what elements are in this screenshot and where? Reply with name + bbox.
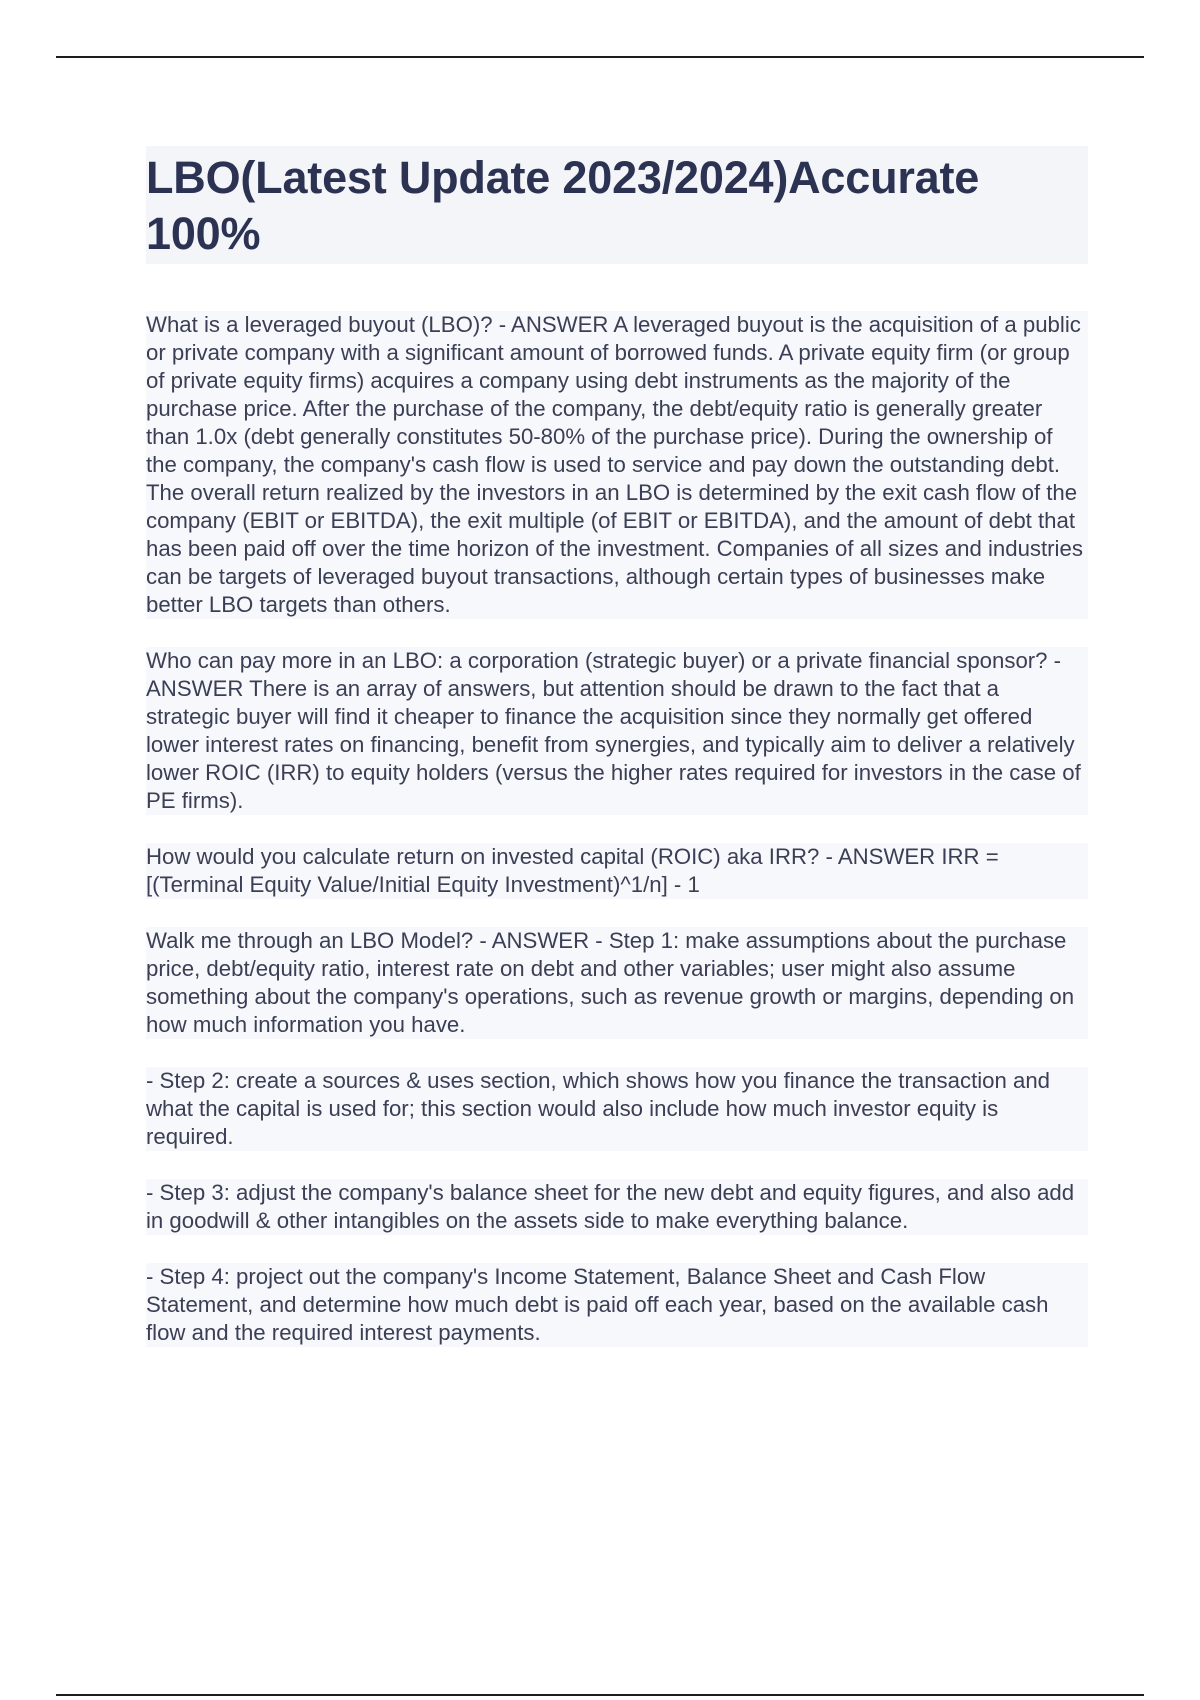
paragraph-model-step-4: - Step 4: project out the company's Income Statement, Balance Sheet and Cash Flow Statement, and determine how much debt is paid off each year, based on the available cash flow and the required interest payments. — [146, 1263, 1088, 1347]
paragraph-model-step-2: - Step 2: create a sources & uses section, which shows how you finance the transaction and what the capital is used for; this section would also include how much investor equity is required. — [146, 1067, 1088, 1151]
document-title: LBO(Latest Update 2023/2024)Accurate 100% — [146, 152, 980, 259]
paragraph-model-step-1: Walk me through an LBO Model? - ANSWER - Step 1: make assumptions about the purchase price, debt/equity ratio, interest rate on debt and other variables; user might also assume something about the company's operations, such as revenue growth or margins, depending on how much information you have. — [146, 927, 1088, 1039]
top-rule — [56, 56, 1144, 58]
paragraph-lbo-definition: What is a leveraged buyout (LBO)? - ANSWER A leveraged buyout is the acquisition of a public or private company with a significant amount of borrowed funds. A private equity firm (or group of private equity firms) acquires a company using debt instruments as the majority of the purchase price. After the purchase of the company, the debt/equity ratio is generally greater than 1.0x (debt generally constitutes 50-80% of the purchase price). During the ownership of the company, the company's cash flow is used to service and pay down the outstanding debt. The overall return realized by the investors in an LBO is determined by the exit cash flow of the company (EBIT or EBITDA), the exit multiple (of EBIT or EBITDA), and the amount of debt that has been paid off over the time horizon of the investment. Companies of all sizes and industries can be targets of leveraged buyout transactions, although certain types of businesses make better LBO targets than others. — [146, 311, 1088, 619]
paragraph-strategic-vs-sponsor: Who can pay more in an LBO: a corporation (strategic buyer) or a private financial sponsor? - ANSWER There is an array of answers, but attention should be drawn to the fact that a strategic buyer will find it cheaper to finance the acquisition since they normally get offered lower interest rates on financing, benefit from synergies, and typically aim to deliver a relatively lower ROIC (IRR) to equity holders (versus the higher rates required for investors in the case of PE firms). — [146, 647, 1088, 815]
paragraph-roic-irr: How would you calculate return on invested capital (ROIC) aka IRR? - ANSWER IRR = [(Terminal Equity Value/Initial Equity Investment)^1/n] - 1 — [146, 843, 1088, 899]
document-body — [146, 311, 1088, 1375]
title-block — [146, 146, 1088, 264]
paragraph-model-step-3: - Step 3: adjust the company's balance sheet for the new debt and equity figures, and also add in goodwill & other intangibles on the assets side to make everything balance. — [146, 1179, 1088, 1235]
bottom-rule — [56, 1694, 1144, 1696]
